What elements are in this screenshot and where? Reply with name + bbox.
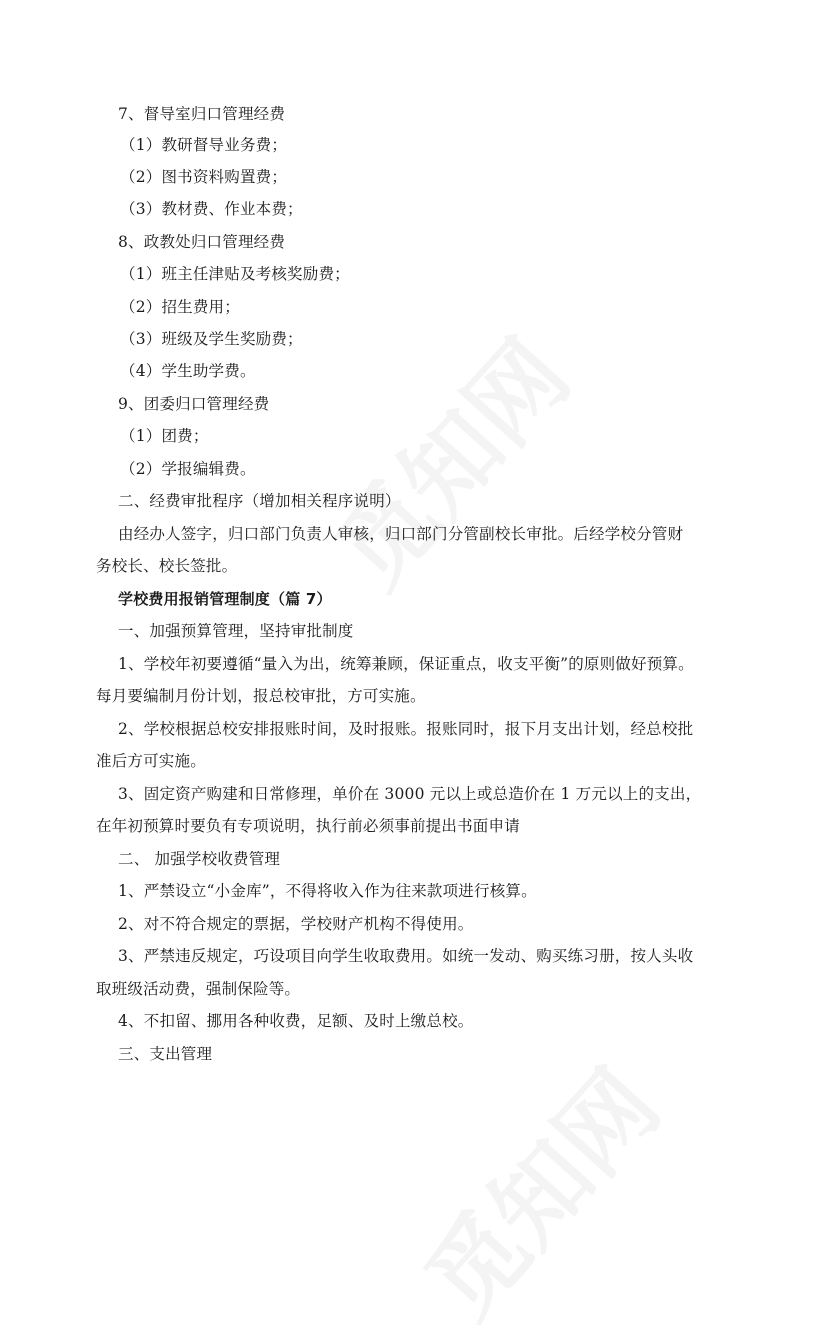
text-line: 7、督导室归口管理经费: [118, 105, 286, 123]
text-line: 每月要编制月份计划，报总校审批，方可实施。: [96, 687, 426, 705]
section-heading: 二、 加强学校收费管理: [118, 850, 281, 868]
text-line: 由经办人签字，归口部门负责人审核，归口部门分管副校长审批。后经学校分管财: [118, 525, 684, 543]
text-line: （2）学报编辑费。: [120, 460, 256, 478]
text-line: 3、固定资产购建和日常修理，单价在 3000 元以上或总造价在 1 万元以上的支出，: [118, 785, 702, 803]
text-line: 3、严禁违反规定，巧设项目向学生收取费用。如统一发动、购买练习册，按人头收: [118, 947, 694, 965]
section-heading: 二、经费审批程序（增加相关程序说明）: [118, 492, 401, 510]
text-line: 9、团委归口管理经费: [118, 395, 270, 413]
section-heading: 一、加强预算管理，坚持审批制度: [118, 622, 354, 640]
text-line: （3）教材费、作业本费；: [120, 200, 303, 218]
text-line: 4、不扣留、挪用各种收费，足额、及时上缴总校。: [118, 1012, 474, 1030]
text-line: （4）学生助学费。: [120, 362, 256, 380]
text-line: 8、政教处归口管理经费: [118, 233, 286, 251]
text-line: 在年初预算时要负有专项说明，执行前必须事前提出书面申请: [96, 817, 520, 835]
text-line: 务校长、校长签批。: [96, 557, 238, 575]
watermark: [300, 306, 595, 612]
text-line: （2）招生费用；: [120, 298, 240, 316]
section-heading: 三、支出管理: [118, 1045, 213, 1063]
text-line: 取班级活动费，强制保险等。: [96, 980, 301, 998]
text-line: （3）班级及学生奖励费；: [120, 330, 303, 348]
text-line: 1、学校年初要遵循“量入为出，统筹兼顾，保证重点，收支平衡”的原则做好预算。: [118, 655, 694, 673]
text-line: （2）图书资料购置费；: [120, 168, 288, 186]
text-line: （1）教研督导业务费；: [120, 136, 288, 154]
text-line: 2、学校根据总校安排报账时间，及时报账。报账同时，报下月支出计划，经总校批: [118, 720, 694, 738]
watermark: [390, 1036, 685, 1342]
text-line: 1、严禁设立“小金库”，不得将收入作为往来款项进行核算。: [118, 882, 537, 900]
text-line: 2、对不符合规定的票据，学校财产机构不得使用。: [118, 915, 474, 933]
document-title: 学校费用报销管理制度（篇 7）: [118, 590, 332, 608]
text-line: （1）团费；: [120, 427, 209, 445]
text-line: （1）班主任津贴及考核奖励费；: [120, 265, 350, 283]
text-line: 准后方可实施。: [96, 752, 206, 770]
